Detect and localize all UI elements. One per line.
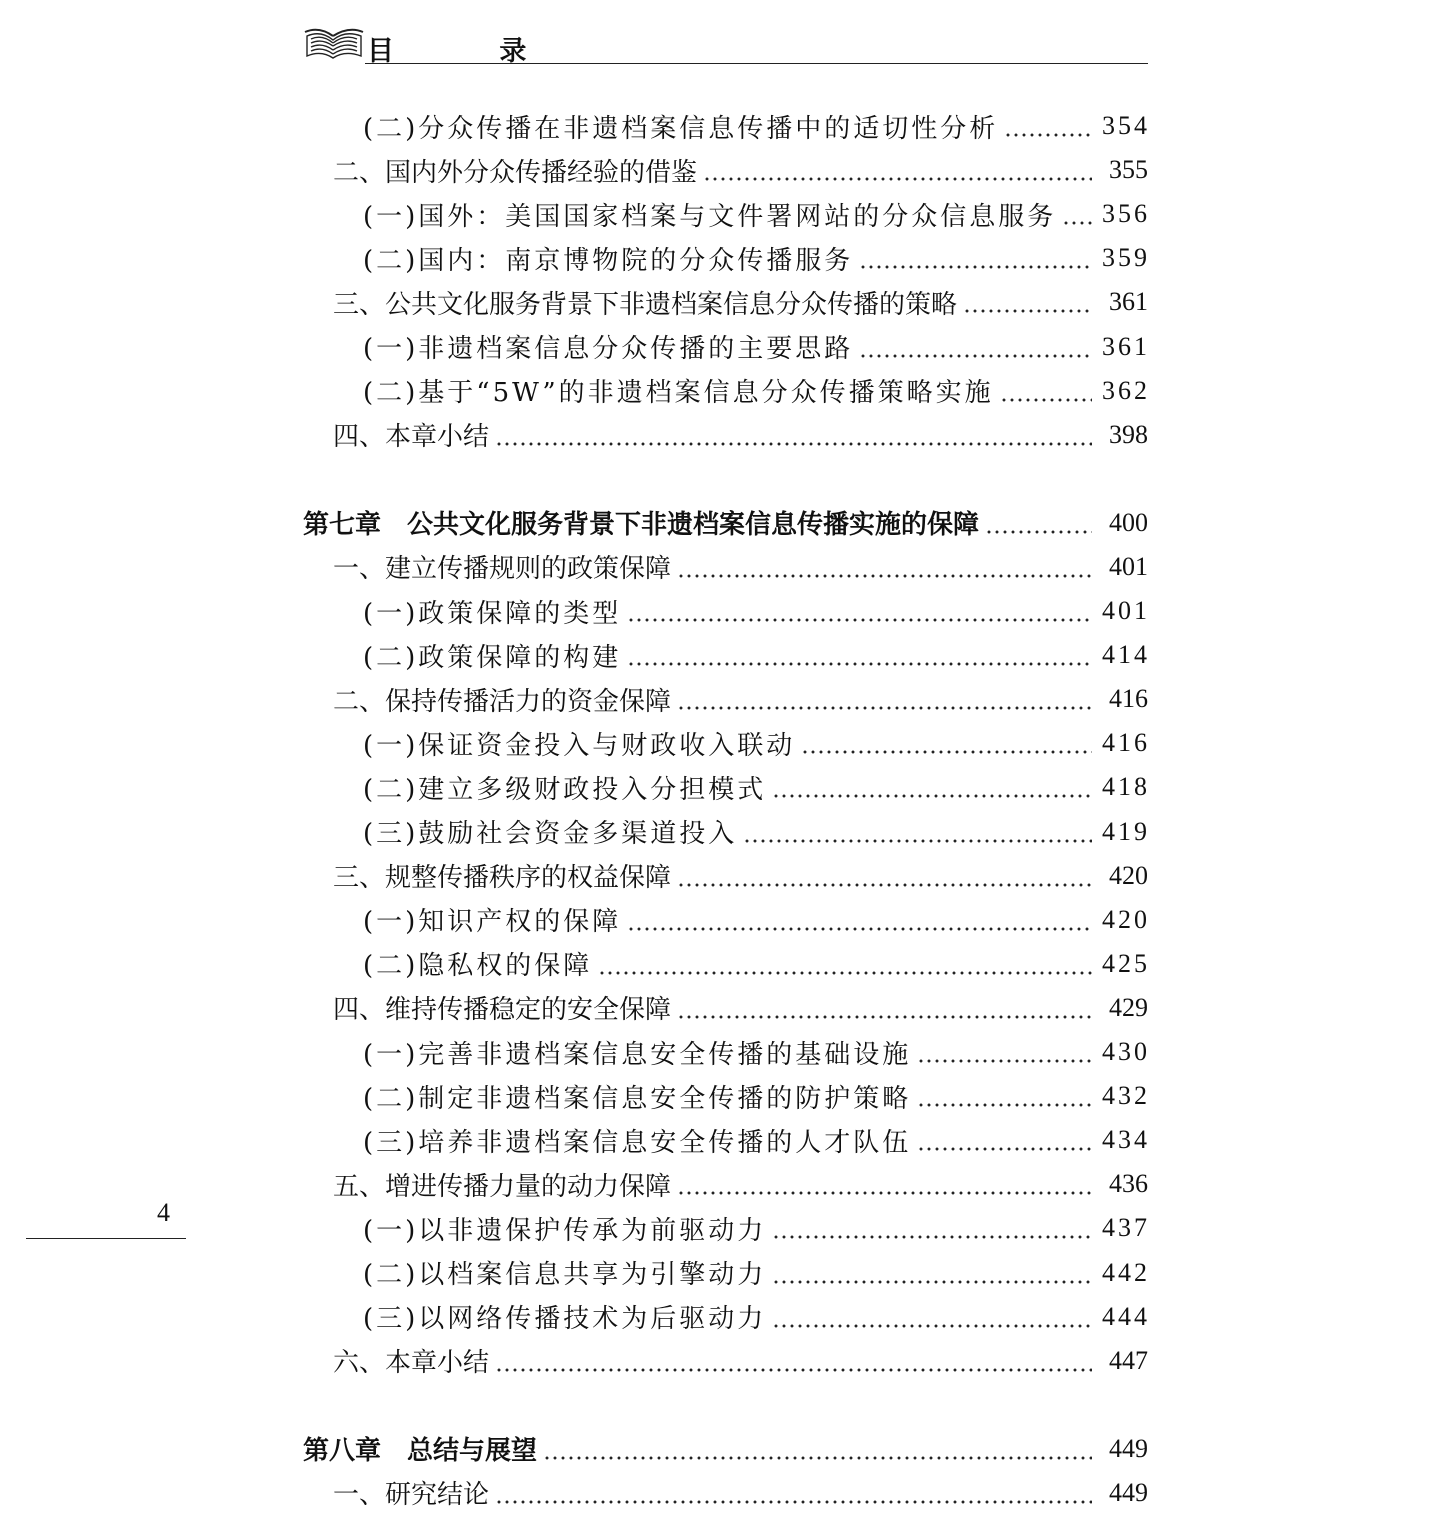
toc-leader-dots: [495, 1349, 1092, 1373]
toc-page-number: 436: [1109, 1169, 1148, 1199]
toc-leader-dots: [677, 1172, 1092, 1196]
toc-page-number: 444: [1102, 1301, 1150, 1331]
toc-subsection-entry[interactable]: [363, 723, 1148, 763]
toc-subsection-entry[interactable]: [363, 900, 1148, 940]
toc-entry-title: 一、研究结论: [333, 1480, 490, 1511]
toc-entry-title: 四、维持传播稳定的安全保障: [333, 995, 672, 1026]
toc-subsection-entry[interactable]: [363, 1120, 1148, 1160]
toc-entry-title: 四、本章小结: [333, 422, 490, 453]
toc-page-number: 430: [1102, 1037, 1150, 1066]
toc-leader-dots: [495, 1481, 1092, 1505]
toc-entry-title: (一)政策保障的类型: [363, 598, 622, 629]
toc-section-entry[interactable]: [333, 150, 1148, 190]
toc-page-number: 401: [1102, 596, 1150, 625]
toc-leader-dots: [703, 158, 1092, 182]
toc-section-entry[interactable]: [333, 547, 1148, 587]
toc-leader-dots: [917, 1040, 1092, 1064]
toc-page-number: 355: [1109, 155, 1148, 185]
toc-leader-dots: [772, 1305, 1092, 1329]
toc-subsection-entry[interactable]: [363, 327, 1148, 367]
toc-entry-title: (一)以非遗保护传承为前驱动力: [363, 1215, 767, 1246]
toc-section-entry[interactable]: [333, 988, 1148, 1028]
toc-page-number: 442: [1102, 1257, 1150, 1287]
toc-subsection-entry[interactable]: [363, 1076, 1148, 1116]
page-number: 4: [157, 1198, 170, 1227]
toc-leader-dots: [627, 908, 1092, 932]
toc-subsection-entry[interactable]: [363, 238, 1148, 278]
toc-section-entry[interactable]: [333, 1341, 1148, 1381]
toc-entry-title: 三、公共文化服务背景下非遗档案信息分众传播的策略: [333, 289, 958, 320]
toc-leader-dots: [859, 246, 1092, 270]
toc-leader-dots: [495, 423, 1092, 447]
toc-page-number: 401: [1109, 551, 1148, 581]
toc-subsection-entry[interactable]: [363, 371, 1148, 411]
toc-leader-dots: [677, 687, 1092, 711]
toc-page-number: 416: [1109, 684, 1148, 714]
toc-chapter-entry[interactable]: [303, 1429, 1148, 1469]
toc-subsection-entry[interactable]: [363, 106, 1148, 146]
toc-page-number: 356: [1102, 199, 1150, 229]
toc-entry-title: (二)国内：南京博物院的分众传播服务: [363, 245, 854, 276]
toc-entry-title: (一)完善非遗档案信息安全传播的基础设施: [363, 1039, 912, 1070]
toc-entry-title: (一)保证资金投入与财政收入联动: [363, 730, 796, 761]
toc-leader-dots: [772, 1216, 1092, 1240]
toc-page-number: 429: [1109, 992, 1148, 1022]
toc-entry-title: (三)培养非遗档案信息安全传播的人才队伍: [363, 1127, 912, 1158]
toc-page-number: 432: [1102, 1081, 1150, 1111]
toc-subsection-entry[interactable]: [363, 194, 1148, 234]
toc-leader-dots: [772, 775, 1092, 799]
toc-leader-dots: [801, 731, 1092, 755]
toc-page-number: 425: [1102, 948, 1150, 978]
toc-entry-title: (二)基于“5W”的非遗档案信息分众传播策略实施: [363, 378, 994, 409]
toc-page-number: 434: [1102, 1125, 1150, 1155]
toc-section-entry[interactable]: [333, 282, 1148, 322]
toc-subsection-entry[interactable]: [363, 1253, 1148, 1293]
toc-page-number: 449: [1109, 1477, 1148, 1507]
toc-leader-dots: [1000, 379, 1092, 403]
toc-leader-dots: [743, 820, 1092, 844]
toc-leader-dots: [859, 335, 1092, 359]
toc-entry-title: (三)鼓励社会资金多渠道投入: [363, 819, 738, 849]
toc-leader-dots: [627, 643, 1092, 667]
toc-page-number: 420: [1109, 860, 1148, 890]
toc-page-number: 362: [1102, 375, 1150, 405]
toc-page-number: 398: [1109, 419, 1148, 449]
toc-leader-dots: [677, 996, 1092, 1020]
toc-page-number: 447: [1109, 1345, 1148, 1375]
toc-entry-title: (二)分众传播在非遗档案信息传播中的适切性分析: [363, 113, 999, 144]
toc-page-number: 359: [1102, 243, 1150, 273]
toc-page-number: 361: [1109, 287, 1148, 317]
toc-entry-title: 一、建立传播规则的政策保障: [333, 554, 672, 585]
toc-entry-title: (二)制定非遗档案信息安全传播的防护策略: [363, 1083, 912, 1114]
toc-subsection-entry[interactable]: [363, 591, 1148, 631]
toc-entry-title: (二)建立多级财政投入分担模式: [363, 774, 767, 805]
toc-leader-dots: [985, 511, 1092, 535]
toc-subsection-entry[interactable]: [363, 944, 1148, 984]
toc-subsection-entry[interactable]: [363, 767, 1148, 807]
toc-section-entry[interactable]: [333, 856, 1148, 896]
toc-entry-title: (一)知识产权的保障: [363, 907, 622, 938]
toc-leader-dots: [917, 1128, 1092, 1152]
toc-page-number: 354: [1102, 111, 1150, 140]
toc-subsection-entry[interactable]: [363, 1297, 1148, 1337]
toc-leader-dots: [627, 599, 1092, 623]
toc-entry-title: 二、保持传播活力的资金保障: [333, 686, 672, 717]
toc-subsection-entry[interactable]: [363, 1032, 1148, 1072]
toc-chapter-entry[interactable]: [303, 503, 1148, 543]
toc-section-entry[interactable]: [333, 415, 1148, 455]
toc-leader-dots: [1004, 114, 1092, 138]
toc-entry-title: 六、本章小结: [333, 1348, 490, 1379]
toc-leader-dots: [598, 952, 1092, 976]
toc-leader-dots: [963, 290, 1092, 314]
toc-entry-title: (一)非遗档案信息分众传播的主要思路: [363, 334, 854, 364]
toc-entry-title: (二)以档案信息共享为引擎动力: [363, 1260, 767, 1290]
toc-section-entry[interactable]: [333, 1473, 1148, 1513]
toc-page-number: 418: [1102, 772, 1150, 802]
toc-subsection-entry[interactable]: [363, 812, 1148, 852]
toc-entry-title: 二、国内外分众传播经验的借鉴: [333, 157, 698, 188]
toc-subsection-entry[interactable]: [363, 635, 1148, 675]
toc-entry-title: 第七章 公共文化服务背景下非遗档案信息传播实施的保障: [303, 510, 980, 541]
toc-subsection-entry[interactable]: [363, 1208, 1148, 1248]
toc-entry-title: 第八章 总结与展望: [303, 1436, 538, 1467]
toc-entry-title: (二)隐私权的保障: [363, 951, 593, 982]
toc-entry-title: 三、规整传播秩序的权益保障: [333, 863, 672, 894]
toc-section-entry[interactable]: [333, 1164, 1148, 1204]
toc-leader-dots: [917, 1084, 1092, 1108]
toc-page-number: 414: [1102, 640, 1150, 670]
page-title: 目 录: [367, 36, 575, 67]
toc-page-number: 419: [1102, 816, 1150, 846]
toc-leader-dots: [677, 555, 1092, 579]
toc-leader-dots: [677, 864, 1092, 888]
toc-leader-dots: [772, 1261, 1092, 1285]
toc-page-number: 437: [1102, 1213, 1150, 1243]
toc-section-entry[interactable]: [333, 679, 1148, 719]
toc-leader-dots: [1062, 202, 1092, 226]
toc-page-number: 420: [1102, 904, 1150, 934]
page-number-folio: [26, 1196, 186, 1239]
toc-entry-title: 五、增进传播力量的动力保障: [333, 1171, 672, 1202]
toc-page-number: 416: [1102, 728, 1150, 758]
toc-page-number: 361: [1102, 331, 1150, 361]
toc-leader-dots: [543, 1437, 1092, 1461]
toc-entry-title: (三)以网络传播技术为后驱动力: [363, 1304, 767, 1335]
toc-page-number: 449: [1109, 1433, 1148, 1463]
toc-entry-title: (一)国外：美国国家档案与文件署网站的分众信息服务: [363, 201, 1057, 232]
toc-entry-title: (二)政策保障的构建: [363, 642, 622, 673]
toc-page-number: 400: [1109, 507, 1148, 537]
